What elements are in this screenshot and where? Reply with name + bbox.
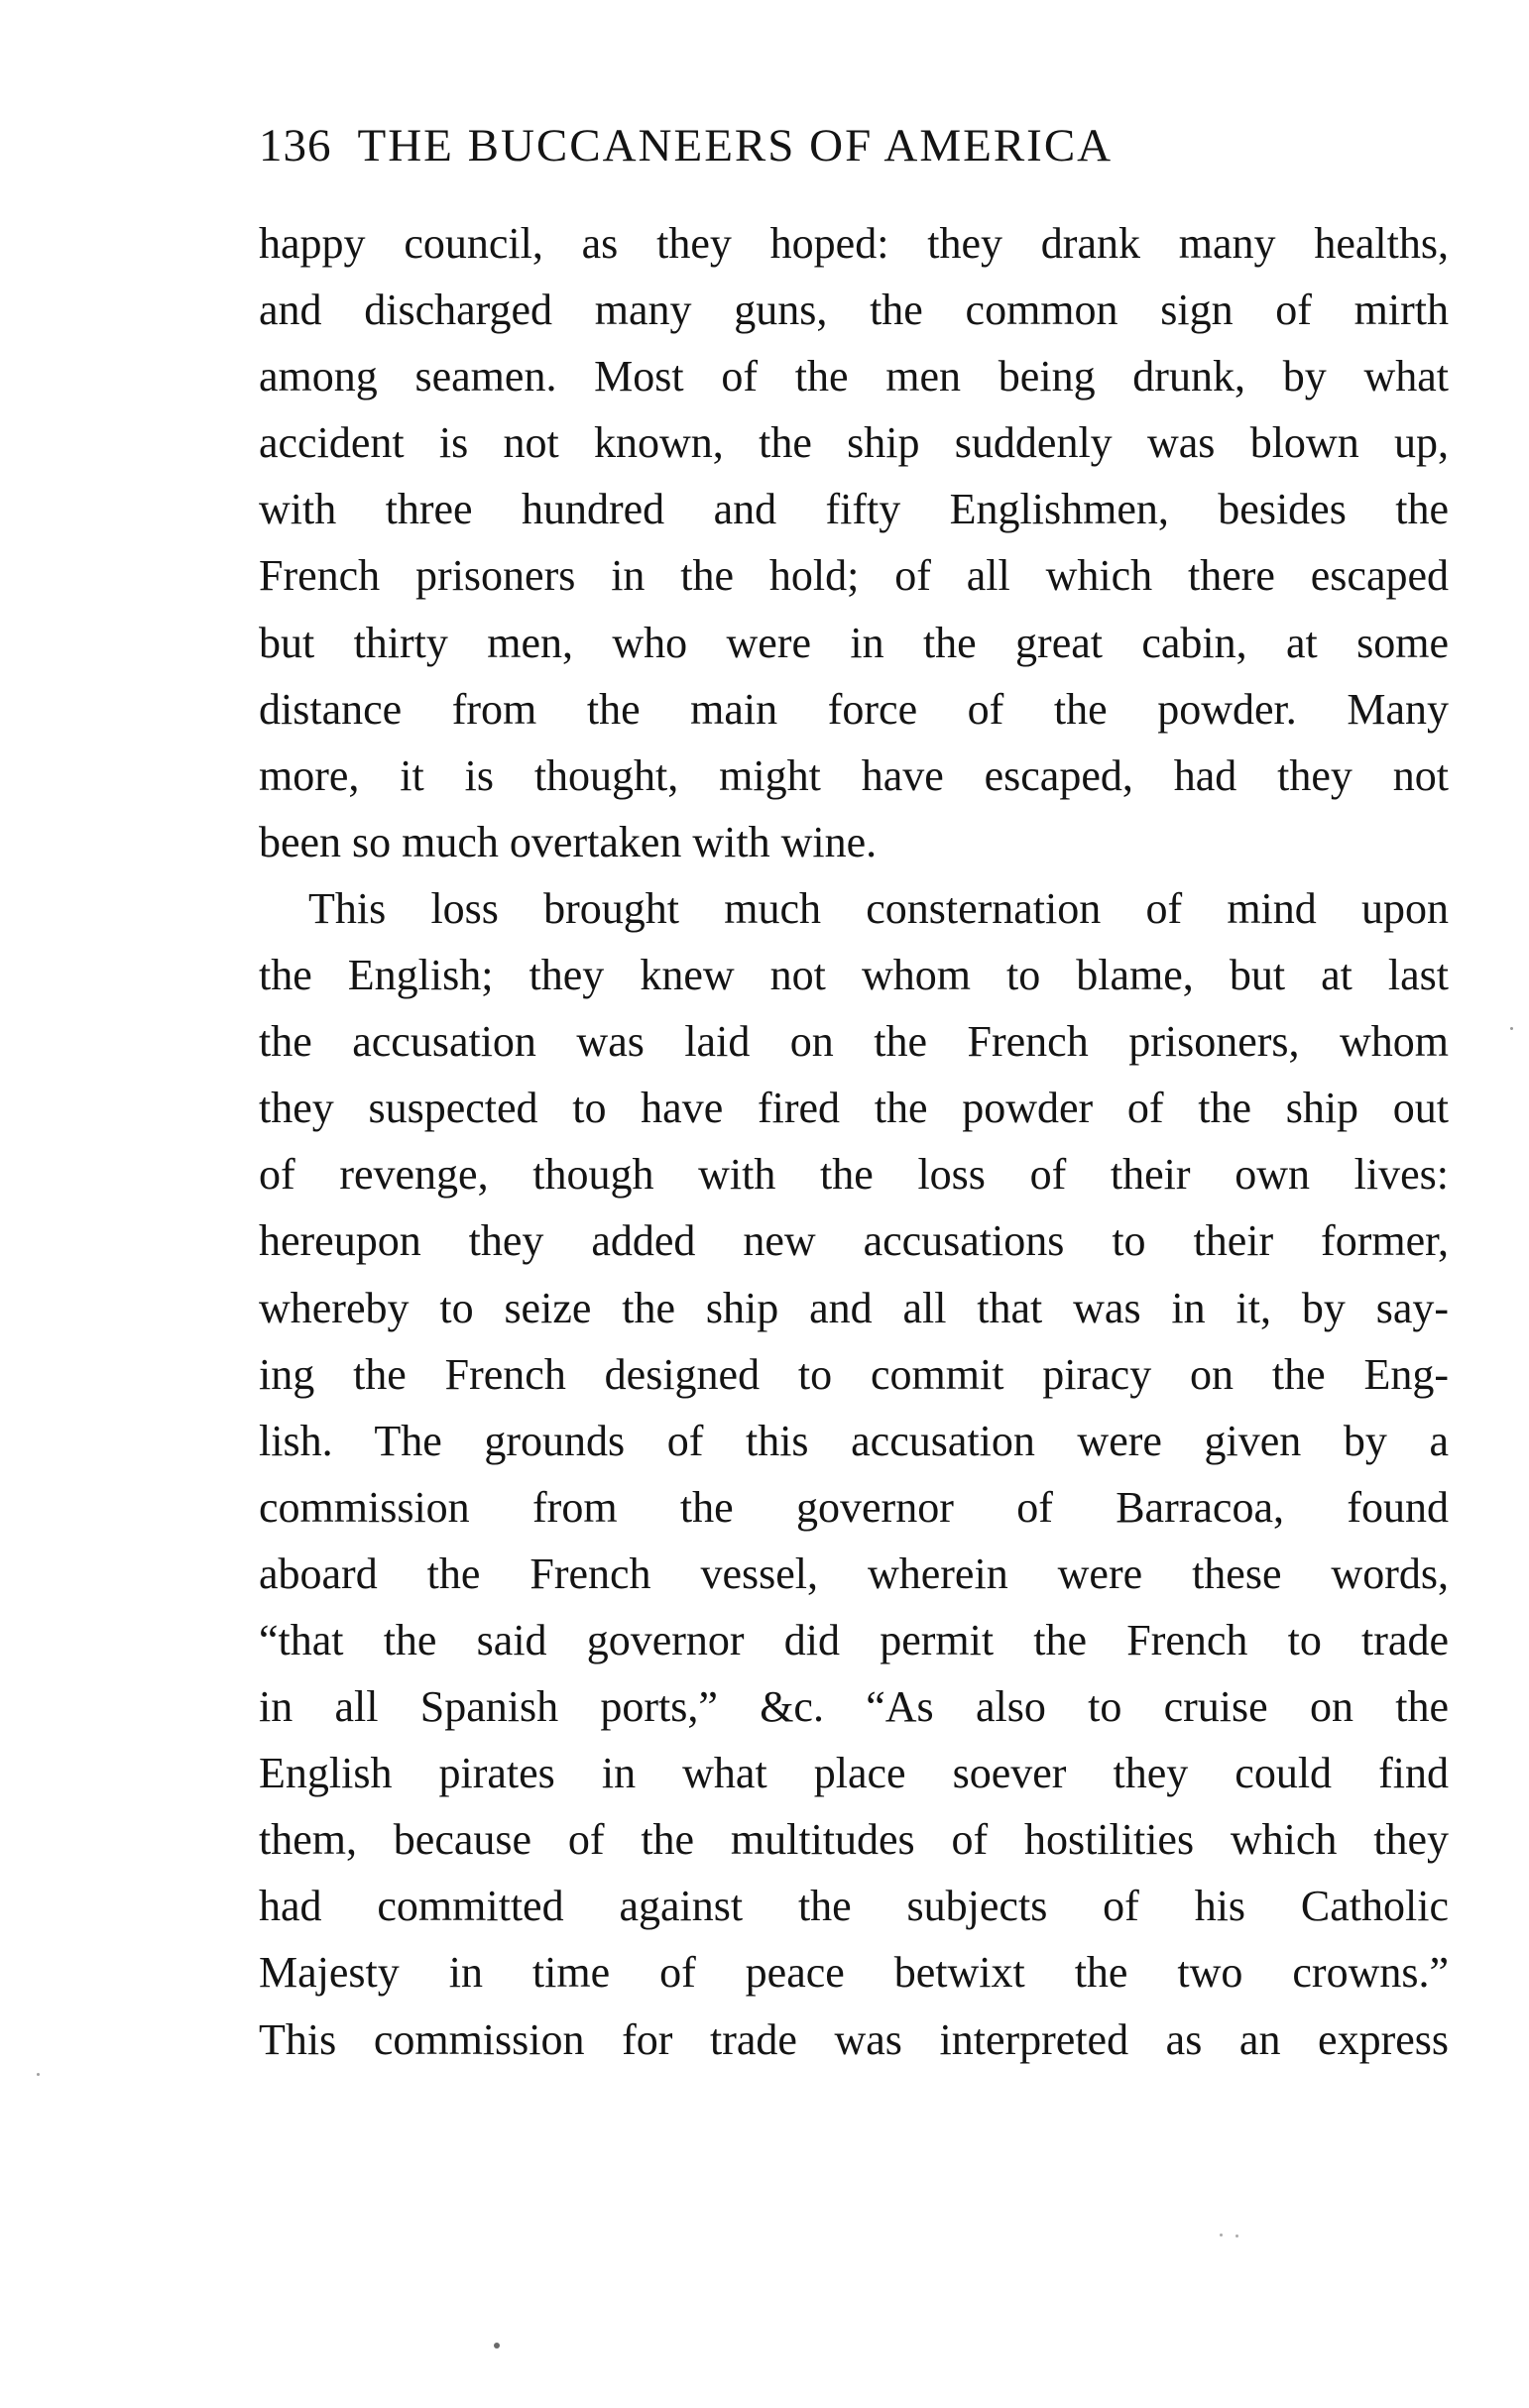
text-line: This commission for trade was interpreted as an express <box>259 2014 1449 2064</box>
text-line: and discharged many guns, the common sign of mirth <box>259 286 1449 335</box>
text-line: of revenge, though with the loss of their own lives: <box>259 1150 1449 1200</box>
page-number: 136 <box>259 120 332 172</box>
text-line: with three hundred and fifty Englishmen, besides the <box>259 485 1449 534</box>
scan-speck <box>37 2073 40 2076</box>
text-line: in all Spanish ports,” &c. “As also to cruise on the <box>259 1682 1449 1732</box>
text-line: This loss brought much consternation of mind upon <box>308 883 1449 933</box>
scan-speck <box>1510 1027 1513 1030</box>
running-title: THE BUCCANEERS OF AMERICA <box>357 120 1114 172</box>
scan-speck <box>1220 2234 1223 2236</box>
text-line: French prisoners in the hold; of all which there escaped <box>259 551 1449 601</box>
paragraph-2 <box>259 875 1449 2073</box>
text-line: the accusation was laid on the French prisoners, whom <box>259 1017 1449 1067</box>
text-line: happy council, as they hoped: they drank many healths, <box>259 219 1449 268</box>
text-line: whereby to seize the ship and all that was in it, by say- <box>259 1283 1449 1332</box>
scan-speck <box>494 2343 500 2349</box>
text-line: English pirates in what place soever they could find <box>259 1749 1449 1798</box>
text-line: aboard the French vessel, wherein were these words, <box>259 1548 1449 1598</box>
scan-speck <box>1235 2235 1238 2237</box>
text-line: them, because of the multitudes of hostilities which they <box>259 1815 1449 1865</box>
text-line: had committed against the subjects of his Catholic <box>259 1882 1449 1931</box>
text-line: hereupon they added new accusations to their former, <box>259 1216 1449 1266</box>
text-line: among seamen. Most of the men being drunk, by what <box>259 352 1449 401</box>
text-line: been so much overtaken with wine. <box>259 817 878 866</box>
body-text <box>259 210 1449 2073</box>
text-line: lish. The grounds of this accusation were given by a <box>259 1416 1449 1465</box>
text-line: they suspected to have fired the powder of the ship out <box>259 1084 1449 1133</box>
text-line: but thirty men, who were in the great cabin, at some <box>259 618 1449 667</box>
text-line: more, it is thought, might have escaped, had they not <box>259 750 1449 800</box>
text-line: the English; they knew not whom to blame, but at last <box>259 951 1449 1000</box>
text-line: accident is not known, the ship suddenly was blown up, <box>259 418 1449 468</box>
text-line: distance from the main force of the powder. Many <box>259 684 1449 734</box>
text-line: ing the French designed to commit piracy on the Eng- <box>259 1349 1449 1399</box>
text-line: “that the said governor did permit the French to trade <box>259 1615 1449 1664</box>
text-line: Majesty in time of peace betwixt the two crowns.” <box>259 1948 1449 1998</box>
text-line: commission from the governor of Barracoa, found <box>259 1482 1449 1532</box>
page-header <box>259 111 1449 180</box>
paragraph-1 <box>259 210 1449 875</box>
